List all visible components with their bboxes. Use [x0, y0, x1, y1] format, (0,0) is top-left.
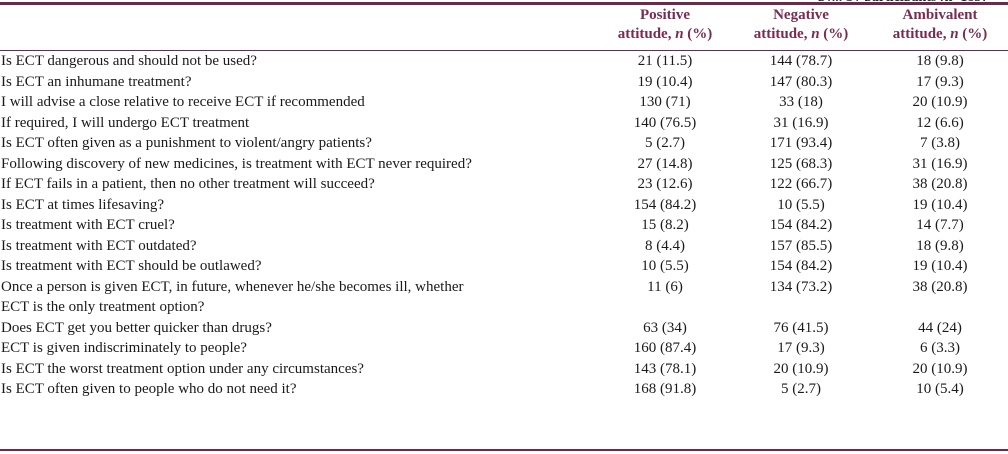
- table-top-rule: [0, 2, 1008, 5]
- table-row: [0, 277, 1008, 318]
- table-row: [0, 256, 1008, 277]
- question-cell: If ECT fails in a patient, then no other treatment will succeed?: [1, 176, 375, 192]
- negative-cell: 20 (10.9): [773, 360, 829, 377]
- question-cell: Is treatment with ECT outdated?: [1, 237, 197, 254]
- negative-cell: 157 (85.5): [769, 237, 833, 254]
- positive-cell: 10 (5.5): [641, 258, 689, 274]
- header-negative-n: n: [811, 26, 820, 42]
- positive-cell: 168 (91.8): [633, 381, 697, 397]
- question-cell: I will advise a close relative to receive ECT if recommended: [1, 94, 365, 110]
- header-negative-line2: [730, 25, 872, 44]
- header-question: [0, 6, 600, 51]
- question-cell: Is ECT often given to people who do not need it?: [1, 381, 297, 397]
- ambivalent-cell: 17 (9.3): [916, 73, 964, 90]
- positive-cell: 15 (8.2): [641, 217, 689, 233]
- table-bottom-rule: [0, 449, 1008, 451]
- header-negative: [730, 6, 872, 51]
- table-row: [0, 174, 1008, 195]
- table-row: [0, 338, 1008, 359]
- ambivalent-cell: 19 (10.4): [912, 196, 968, 213]
- negative-cell: 122 (66.7): [769, 176, 833, 192]
- ambivalent-cell: 19 (10.4): [912, 258, 968, 274]
- ambivalent-cell: 38 (20.8): [912, 278, 968, 295]
- ambivalent-cell: 18 (9.8): [916, 53, 964, 69]
- header-negative-prefix: attitude,: [753, 26, 812, 42]
- header-ambivalent-line1: Ambivalent: [902, 7, 978, 23]
- header-positive-line2: [600, 25, 730, 44]
- ect-attitude-table: [0, 6, 1008, 400]
- positive-cell: 23 (12.6): [637, 176, 693, 192]
- negative-cell: 31 (16.9): [773, 114, 829, 131]
- question-cell: ECT is given indiscriminately to people?: [1, 340, 247, 356]
- ambivalent-cell: 6 (3.3): [920, 340, 960, 356]
- header-ambivalent-suffix: (%): [958, 26, 988, 42]
- question-cell: [0, 277, 600, 318]
- question-cell: If required, I will undergo ECT treatment: [1, 114, 250, 131]
- header-positive-prefix: attitude,: [617, 26, 676, 42]
- negative-cell: 171 (93.4): [769, 135, 833, 151]
- positive-cell: 130 (71): [639, 94, 691, 110]
- table-row: [0, 113, 1008, 134]
- header-positive-line1: Positive: [640, 7, 690, 23]
- caption-fragment: [818, 0, 986, 1]
- positive-cell: 160 (87.4): [633, 340, 697, 356]
- negative-cell: 10 (5.5): [777, 196, 825, 213]
- header-positive: [600, 6, 730, 51]
- header-ambivalent-prefix: attitude,: [892, 26, 951, 42]
- ambivalent-cell: 18 (9.8): [916, 237, 964, 254]
- question-cell: Is ECT the worst treatment option under any circumstances?: [1, 360, 364, 377]
- question-cell: Is ECT often given as a punishment to violent/angry patients?: [1, 135, 372, 151]
- header-ambivalent: [872, 6, 1008, 51]
- header-negative-line1: Negative: [773, 7, 829, 23]
- negative-cell: 33 (18): [779, 94, 823, 110]
- ambivalent-cell: 38 (20.8): [912, 176, 968, 192]
- table-row: [0, 236, 1008, 257]
- table-row: [0, 379, 1008, 400]
- table-row: [0, 359, 1008, 380]
- positive-cell: 19 (10.4): [637, 73, 693, 90]
- negative-cell: 5 (2.7): [781, 381, 821, 397]
- ambivalent-cell: 20 (10.9): [912, 360, 968, 377]
- table-row: [0, 215, 1008, 236]
- table-row: [0, 51, 1008, 72]
- positive-cell: 143 (78.1): [633, 360, 697, 377]
- positive-cell: 63 (34): [643, 319, 687, 336]
- positive-cell: 27 (14.8): [637, 155, 693, 172]
- header-positive-n: n: [675, 26, 684, 42]
- table-row: [0, 92, 1008, 113]
- negative-cell: 134 (73.2): [769, 278, 833, 295]
- table-row: [0, 154, 1008, 175]
- header-negative-suffix: (%): [819, 26, 849, 42]
- negative-cell: 17 (9.3): [777, 340, 825, 356]
- positive-cell: 140 (76.5): [633, 114, 697, 131]
- ambivalent-cell: 31 (16.9): [912, 155, 968, 172]
- header-ambivalent-n: n: [950, 26, 959, 42]
- header-positive-suffix: (%): [683, 26, 713, 42]
- ambivalent-cell: 12 (6.6): [916, 114, 964, 131]
- question-cell: Is ECT an inhumane treatment?: [1, 73, 192, 90]
- cut-off-table-caption: [600, 0, 1008, 1]
- positive-cell: 11 (6): [647, 278, 683, 295]
- table-row: [0, 195, 1008, 216]
- question-cell: Is ECT at times lifesaving?: [1, 196, 165, 213]
- ambivalent-cell: 44 (24): [918, 319, 962, 336]
- positive-cell: 5 (2.7): [645, 135, 685, 151]
- ambivalent-cell: 10 (5.4): [916, 381, 964, 397]
- question-cell: Is treatment with ECT cruel?: [1, 217, 175, 233]
- negative-cell: 76 (41.5): [773, 319, 829, 336]
- ambivalent-cell: 20 (10.9): [912, 94, 968, 110]
- positive-cell: 154 (84.2): [633, 196, 697, 213]
- table-row: [0, 318, 1008, 339]
- negative-cell: 147 (80.3): [769, 73, 833, 90]
- ambivalent-cell: 14 (7.7): [916, 217, 964, 233]
- negative-cell: 125 (68.3): [769, 155, 833, 172]
- positive-cell: 21 (11.5): [637, 53, 693, 69]
- table-row: [0, 72, 1008, 93]
- negative-cell: 154 (84.2): [769, 217, 833, 233]
- ambivalent-cell: 7 (3.8): [920, 135, 960, 151]
- negative-cell: 144 (78.7): [769, 53, 833, 69]
- header-ambivalent-line2: [872, 25, 1008, 44]
- question-line-2: ECT is the only treatment option?: [1, 299, 205, 315]
- table-header-row: [0, 6, 1008, 51]
- positive-cell: 8 (4.4): [645, 237, 685, 254]
- negative-cell: 154 (84.2): [769, 258, 833, 274]
- table-row: [0, 133, 1008, 154]
- question-cell: Is ECT dangerous and should not be used?: [1, 53, 257, 69]
- question-line-1: Once a person is given ECT, in future, whenever he/she becomes ill, whether: [1, 278, 464, 295]
- question-cell: Does ECT get you better quicker than drugs?: [1, 319, 272, 336]
- question-cell: Following discovery of new medicines, is treatment with ECT never required?: [1, 155, 472, 172]
- question-cell: Is treatment with ECT should be outlawed?: [1, 258, 262, 274]
